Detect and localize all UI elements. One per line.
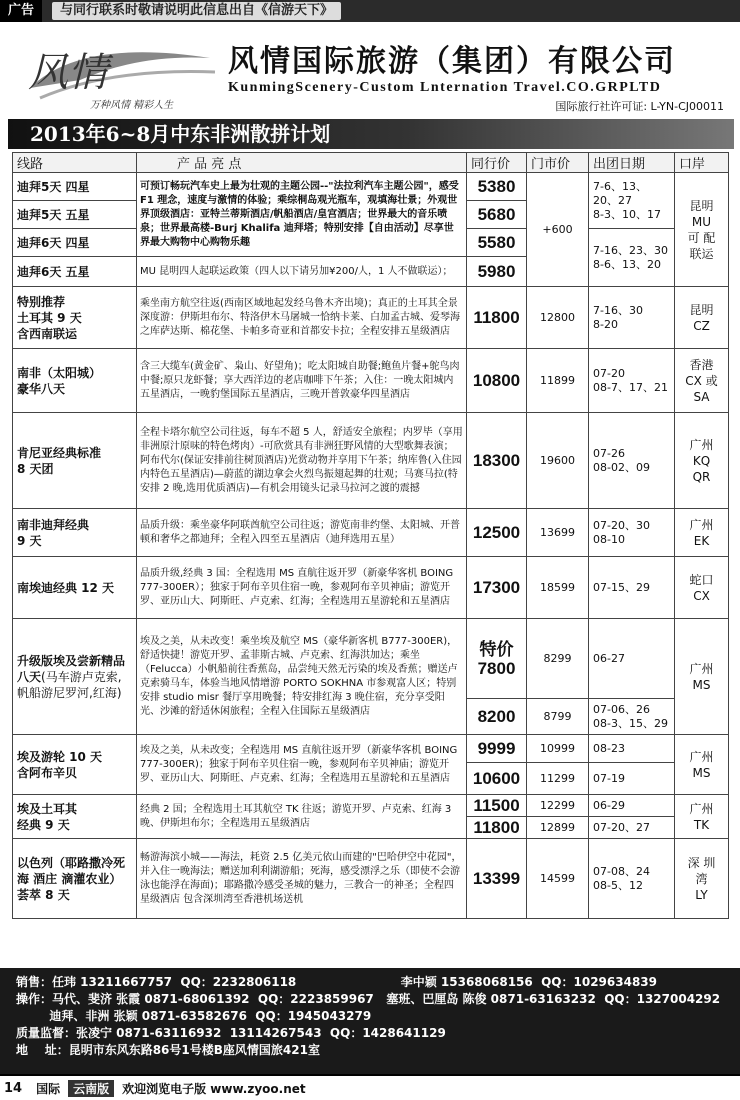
header-peer-price: 同行价 bbox=[467, 153, 527, 173]
header-port: 口岸 bbox=[675, 153, 729, 173]
company-logo bbox=[20, 28, 220, 114]
logo-glyphs: 风情 bbox=[28, 50, 108, 96]
gate-price: 19600 bbox=[527, 413, 589, 509]
peer-price: 9999 bbox=[467, 735, 527, 763]
peer-price: 18300 bbox=[467, 413, 527, 509]
depart-dates: 07-15、29 bbox=[589, 557, 675, 619]
highlight-text: 品质升级,经典 3 国：全程选用 MS 直航往返开罗（新豪华客机 BOING 777-300ER）；独家于阿布辛贝住宿一晚，参观阿布辛贝神庙；游览开罗、亚历山大、阿斯旺、卢克索、红海；全程选用五星游轮和五星酒店 bbox=[137, 557, 467, 619]
route-name: 埃及土耳其 经典 9 天 bbox=[13, 795, 137, 839]
peer-price: 5980 bbox=[467, 257, 527, 287]
company-name: 风情国际旅游（集团）有限公司 bbox=[228, 44, 676, 79]
depart-dates: 7-6、13、20、27 8-3、10、17 bbox=[589, 173, 675, 229]
highlight-text: 含三大缆车(黄金矿、枭山、好望角)；吃太阳城自助餐;鲍鱼片餐+鸵鸟肉中餐;原只龙虾餐；享大西洋边的老店咖啡下午茶；入住：一晚太阳城内五星酒店，一晚豹堡国际五星酒店，三晚开普敦豪华四星酒店 bbox=[137, 349, 467, 413]
gate-price: +600 bbox=[527, 173, 589, 287]
license-number: 国际旅行社许可证: L-YN-CJ00011 bbox=[555, 100, 724, 113]
table-row bbox=[13, 509, 729, 557]
gate-price: 11299 bbox=[527, 763, 589, 795]
depart-dates: 07-19 bbox=[589, 763, 675, 795]
port: 广州 MS bbox=[675, 619, 729, 735]
contact-ops: 操作：马代、斐济 张霞 0871-68061392 QQ：2223859967 塞班、巴厘岛 陈俊 0871-63163232 QQ：1327004292 bbox=[16, 992, 721, 1006]
logo-slogan: 万种风情 精彩人生 bbox=[90, 100, 174, 111]
peer-price: 5680 bbox=[467, 201, 527, 229]
table-header bbox=[13, 153, 729, 173]
gate-price: 10999 bbox=[527, 735, 589, 763]
contact-ops-2: 迪拜、非洲 张颖 0871-63582676 QQ：1945043279 bbox=[16, 1009, 372, 1023]
route-main: 升级版埃及尝新精品八天 bbox=[17, 653, 126, 684]
table-row bbox=[13, 287, 729, 349]
contact-quality: 质量监督：张凌宁 0871-63116932 13114267543 QQ：1428641129 bbox=[16, 1026, 446, 1040]
port: 蛇口 CX bbox=[675, 557, 729, 619]
table-row bbox=[13, 557, 729, 619]
ad-tag: 广告 bbox=[0, 0, 42, 22]
port: 广州 TK bbox=[675, 795, 729, 839]
highlight-text: 全程卡塔尔航空公司往返，每车不超 5 人，舒适安全旅程；内罗毕（享用非洲原汁原味的特色烤肉）-可欣赏具有非洲狂野风情的大型歌舞表演；阿布代尔(保证安排前往树顶酒店)光赏动物并享用下午茶；纳库鲁(入住园内特色五星酒店)—蔚蓝的湖边拿会火烈鸟振翅起舞的壮观；马赛马拉(特安排 2 晚,选用优质酒店)—有机会用镜头记录马拉河之渡的震撼 bbox=[137, 413, 467, 509]
depart-dates: 07-20 08-7、17、21 bbox=[589, 349, 675, 413]
contact-address: 地 址：昆明市东风东路86号1号楼B座风情国旅421室 bbox=[16, 1043, 320, 1057]
route-name: 迪拜5天 五星 bbox=[13, 201, 137, 229]
table-row bbox=[13, 173, 729, 201]
port: 昆明 MU 可 配 联运 bbox=[675, 173, 729, 287]
gate-price: 8299 bbox=[527, 619, 589, 699]
page-footer bbox=[0, 1076, 740, 1100]
table-row bbox=[13, 735, 729, 763]
table-row bbox=[13, 619, 729, 699]
table-row bbox=[13, 349, 729, 413]
depart-dates: 07-26 08-02、09 bbox=[589, 413, 675, 509]
peer-price: 11500 bbox=[467, 795, 527, 817]
contact-footer bbox=[0, 968, 740, 1074]
peer-price: 13399 bbox=[467, 839, 527, 919]
highlight-text: 可预订畅玩汽车史上最为壮观的主题公园--"法拉利汽车主题公园"，感受 F1 理念，速度与激情的体验；乘综桐岛观光瓶车，观填海壮景；外观世界顶级酒店：亚特兰蒂斯酒店/帆船酒店/皇宫酒店；世界最大的音乐喷泉；世界最高楼-Burj Khalifa 迪拜塔；特别安排【自由活动】尽享世界最大购物中心购物乐趣 bbox=[137, 173, 467, 257]
header-highlights: 产 品 亮 点 bbox=[137, 153, 467, 173]
plan-title: 2013年6~8月中东非洲散拼计划 bbox=[8, 119, 734, 149]
peer-price: 8200 bbox=[467, 699, 527, 735]
route-name bbox=[13, 619, 137, 735]
edition-badge: 云南版 bbox=[68, 1080, 114, 1097]
header-route: 线路 bbox=[13, 153, 137, 173]
source-note: 与同行联系时敬请说明此信息出自《信游天下》 bbox=[52, 2, 341, 20]
section-name: 国际 bbox=[36, 1081, 61, 1096]
route-name: 以色列（耶路撒冷死海 酒庄 滴灌农业）荟萃 8 天 bbox=[13, 839, 137, 919]
depart-dates: 07-08、24 08-5、12 bbox=[589, 839, 675, 919]
port: 广州 EK bbox=[675, 509, 729, 557]
port: 昆明 CZ bbox=[675, 287, 729, 349]
port: 广州 MS bbox=[675, 735, 729, 795]
table-row bbox=[13, 839, 729, 919]
peer-price: 5380 bbox=[467, 173, 527, 201]
peer-price: 17300 bbox=[467, 557, 527, 619]
page-number: 14 bbox=[4, 1080, 23, 1096]
gate-price: 14599 bbox=[527, 839, 589, 919]
depart-dates: 06-27 bbox=[589, 619, 675, 699]
highlight-note: MU 昆明四人起联运政策（四人以下请另加¥200/人，1 人不做联运）； bbox=[137, 257, 467, 287]
route-sub: (马车游卢克索,帆船游尼罗河,红海) bbox=[17, 669, 122, 700]
route-name: 南非迪拜经典 9 天 bbox=[13, 509, 137, 557]
route-name: 埃及游轮 10 天 含阿布辛贝 bbox=[13, 735, 137, 795]
peer-price: 10600 bbox=[467, 763, 527, 795]
website-link[interactable]: 欢迎浏览电子版 www.zyoo.net bbox=[122, 1081, 306, 1096]
tour-table bbox=[12, 152, 729, 919]
gate-price: 12899 bbox=[527, 817, 589, 839]
route-name: 迪拜5天 四星 bbox=[13, 173, 137, 201]
top-banner bbox=[0, 0, 740, 22]
special-label: 特价 bbox=[479, 639, 514, 659]
highlight-text: 埃及之美，从未改变！乘坐埃及航空 MS（豪华新客机 B777-300ER)，舒适快捷！游览开罗、孟菲斯古城、卢克索、红海洪加达；乘坐（Felucca）小帆船前往香蕉岛，品尝纯天然无污染的埃及香蕉；赠送卢克索骑马车，体验当地风情增游 PORTO SOKHNA 市参观富人区；特别安排 studio misr 餐厅享用晚餐；特安排红海 3 晚住宿，充分享受阳光、沙滩的舒适休闲旅程；全程入住国际五星级酒店 bbox=[137, 619, 467, 735]
header-dates: 出团日期 bbox=[589, 153, 675, 173]
highlight-text: 畅游海滨小城——海法，耗资 2.5 亿美元依山而建的"巴哈伊空中花园"，并入住一晚海法；赠送加利利湖游船；死海，感受漂浮之乐（即使不会游泳也能浮在海面)；耶路撒冷感受圣城的魅力，三教合一的神圣；全程四星级酒店 包含深圳湾至香港机场送机 bbox=[137, 839, 467, 919]
depart-dates: 07-06、26 08-3、15、29 bbox=[589, 699, 675, 735]
peer-price: 5580 bbox=[467, 229, 527, 257]
route-name: 南非（太阳城） 豪华八天 bbox=[13, 349, 137, 413]
route-name: 迪拜6天 四星 bbox=[13, 229, 137, 257]
contact-sales: 销售：任玮 13211667757 QQ：2232806118 李中颖 15368068156 QQ：1029634839 bbox=[16, 975, 657, 989]
gate-price: 18599 bbox=[527, 557, 589, 619]
logo-swoosh-icon bbox=[20, 28, 220, 114]
port: 广州 KQ QR bbox=[675, 413, 729, 509]
route-name: 肯尼亚经典标准 8 天团 bbox=[13, 413, 137, 509]
special-price: 7800 bbox=[477, 658, 516, 678]
peer-price: 11800 bbox=[467, 287, 527, 349]
depart-dates: 06-29 bbox=[589, 795, 675, 817]
depart-dates: 7-16、23、30 8-6、13、20 bbox=[589, 229, 675, 287]
port: 深 圳 湾 LY bbox=[675, 839, 729, 919]
gate-price: 12299 bbox=[527, 795, 589, 817]
highlight-text: 乘坐南方航空往返(西南区域地起发经乌鲁木齐出境)；真正的土耳其全景深度游：伊斯坦布尔、特洛伊木马屠城一恰纳卡莱、白加孟古城、爱琴海之库萨达斯、棉花堡、卡帕多奇亚和首都安卡拉；全程安排五星级酒店 bbox=[137, 287, 467, 349]
peer-price: 12500 bbox=[467, 509, 527, 557]
header-gate-price: 门市价 bbox=[527, 153, 589, 173]
peer-price: 10800 bbox=[467, 349, 527, 413]
route-name: 迪拜6天 五星 bbox=[13, 257, 137, 287]
depart-dates: 07-20、27 bbox=[589, 817, 675, 839]
gate-price: 12800 bbox=[527, 287, 589, 349]
gate-price: 13699 bbox=[527, 509, 589, 557]
depart-dates: 07-20、30 08-10 bbox=[589, 509, 675, 557]
highlight-text: 经典 2 国；全程选用土耳其航空 TK 往返；游览开罗、卢克索、红海 3 晚、伊斯坦布尔；全程选用五星级酒店 bbox=[137, 795, 467, 839]
port: 香港 CX 或 SA bbox=[675, 349, 729, 413]
depart-dates: 7-16、30 8-20 bbox=[589, 287, 675, 349]
route-name: 南埃迪经典 12 天 bbox=[13, 557, 137, 619]
table-row bbox=[13, 795, 729, 817]
route-name: 特别推荐 土耳其 9 天 含西南联运 bbox=[13, 287, 137, 349]
gate-price: 11899 bbox=[527, 349, 589, 413]
gate-price: 8799 bbox=[527, 699, 589, 735]
company-name-en: KunmingScenery-Custom Lnternation Travel.CO.GRPLTD bbox=[228, 80, 662, 95]
highlight-text: 品质升级：乘坐豪华阿联酋航空公司往返；游览南非约堡、太阳城、开普顿和奢华之都迪拜；全程入四至五星酒店（迪拜选用五星） bbox=[137, 509, 467, 557]
table-row bbox=[13, 413, 729, 509]
peer-price: 11800 bbox=[467, 817, 527, 839]
depart-dates: 08-23 bbox=[589, 735, 675, 763]
highlight-text: 埃及之美，从未改变；全程选用 MS 直航往返开罗（新豪华客机 BOING 777-300ER)；独家于阿布辛贝住宿一晚，参观阿布辛贝神庙；游览开罗、亚历山大、阿斯旺、卢克索、红海；全程选用五星游轮和五星酒店 bbox=[137, 735, 467, 795]
peer-price bbox=[467, 619, 527, 699]
